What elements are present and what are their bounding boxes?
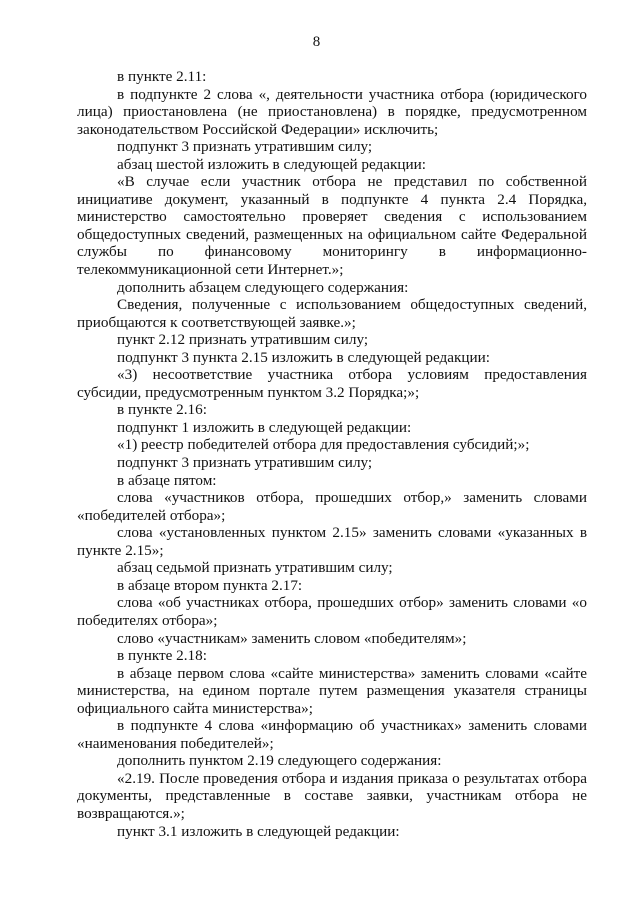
paragraph: дополнить абзацем следующего содержания: xyxy=(117,278,409,296)
paragraph: подпункт 3 пункта 2.15 изложить в следующей редакции: xyxy=(117,348,490,366)
paragraph: дополнить пунктом 2.19 следующего содержания: xyxy=(117,752,442,770)
paragraph: пункт 3.1 изложить в следующей редакции: xyxy=(117,822,400,840)
page-number: 8 xyxy=(312,34,321,50)
paragraph: слова «установленных пунктом 2.15» заменить словами «указанных в пункте 2.15»; xyxy=(77,524,587,559)
paragraph: в абзаце первом слова «сайте министерства» заменить словами «сайте министерства, на едином портале путем размещения указателя страницы официального сайта министерства»; xyxy=(77,664,587,717)
paragraph: слова «об участниках отбора, прошедших отбор» заменить словами «о победителях отбора»; xyxy=(77,594,587,629)
paragraph: «3) несоответствие участника отбора условиям предоставления субсидии, предусмотренным пунктом 3.2 Порядка;»; xyxy=(77,366,587,401)
paragraph: пункт 2.12 признать утратившим силу; xyxy=(117,331,369,349)
paragraph: в абзаце втором пункта 2.17: xyxy=(117,576,303,594)
paragraph: в пункте 2.11: xyxy=(117,68,207,85)
paragraph: подпункт 3 признать утратившим силу; xyxy=(117,138,373,156)
paragraph: абзац седьмой признать утратившим силу; xyxy=(117,559,393,577)
paragraph: подпункт 3 признать утратившим силу; xyxy=(117,454,373,472)
paragraph: «2.19. После проведения отбора и издания приказа о результатах отбора документы, представленные в составе заявки, участникам отбора не возвращаются.»; xyxy=(77,769,587,822)
paragraph: в пункте 2.18: xyxy=(117,647,207,665)
paragraph: подпункт 1 изложить в следующей редакции: xyxy=(117,418,412,436)
paragraph: слово «участникам» заменить словом «победителям»; xyxy=(117,629,467,647)
paragraph: в подпункте 2 слова «, деятельности участника отбора (юридического лица) приостановлена (не приостановлена) в порядке, предусмотренном законодательством Российской Федерации» исключить; xyxy=(77,85,587,138)
document-body xyxy=(77,68,587,840)
paragraph: в подпункте 4 слова «информацию об участниках» заменить словами «наименования победителей»; xyxy=(77,717,587,752)
paragraph: слова «участников отбора, прошедших отбор,» заменить словами «победителей отбора»; xyxy=(77,489,587,524)
paragraph: в пункте 2.16: xyxy=(117,401,207,419)
paragraph: Сведения, полученные с использованием общедоступных сведений, приобщаются к соответствующей заявке.»; xyxy=(77,296,587,331)
paragraph: в абзаце пятом: xyxy=(117,471,217,489)
paragraph: «1) реестр победителей отбора для предоставления субсидий;»; xyxy=(117,436,530,454)
paragraph: «В случае если участник отбора не представил по собственной инициативе документ, указанный в подпункте 4 пункта 2.4 Порядка, министерство самостоятельно проверяет сведения с использованием общедоступных сведений, размещенных на официальном сайте Федеральной службы по финансовому мониторингу в информационно-телекоммуникационной сети Интернет.»; xyxy=(77,173,587,279)
paragraph: абзац шестой изложить в следующей редакции: xyxy=(117,155,426,173)
